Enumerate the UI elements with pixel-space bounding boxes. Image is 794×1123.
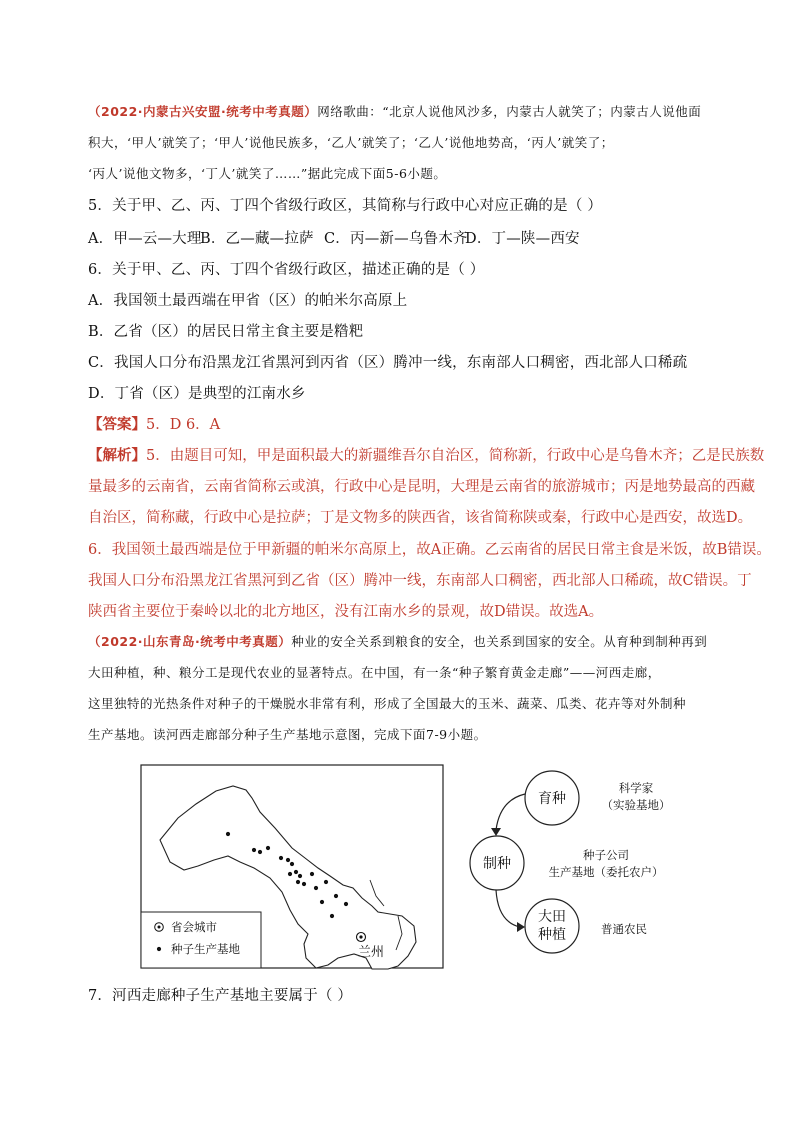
seed-base-point xyxy=(286,858,290,862)
seed-base-point xyxy=(298,874,302,878)
arrowhead xyxy=(491,828,501,836)
seed-base-point xyxy=(324,880,328,884)
q6-option-a: A．我国领土最西端在甲省（区）的帕米尔高原上 xyxy=(88,293,408,309)
actor-seed-company: 种子公司 xyxy=(583,848,629,862)
seed-base-point xyxy=(334,894,338,898)
step-field-planting-circle xyxy=(525,899,579,953)
q6-option-d: D．丁省（区）是典型的江南水乡 xyxy=(88,386,306,402)
q6-option-b: B．乙省（区）的居民日常主食主要是糌粑 xyxy=(88,324,364,340)
seed-base-point xyxy=(296,880,300,884)
analysis-tag: 【解析】 xyxy=(88,447,146,464)
question-5-options xyxy=(88,227,580,248)
breeding-flow-diagram xyxy=(470,771,671,953)
q7-9-intro-line-4: 生产基地。读河西走廊部分种子生产基地示意图，完成下面7-9小题。 xyxy=(88,727,487,742)
question-5: 5．关于甲、乙、丙、丁四个省级行政区，其简称与行政中心对应正确的是（ ） xyxy=(88,198,603,214)
q5-option-d: D．丁—陕—西安 xyxy=(465,231,580,247)
legend-base: 种子生产基地 xyxy=(171,942,240,956)
answer-tag: 【答案】 xyxy=(88,416,146,433)
seed-base-point xyxy=(266,846,270,850)
seed-base-point xyxy=(314,886,318,890)
q5-6-intro-line-1 xyxy=(88,102,701,120)
step-field-planting-line-2: 种植 xyxy=(538,927,566,943)
seed-base-point xyxy=(226,832,230,836)
answer-text: 5．D 6．A xyxy=(146,417,221,433)
q7-9-intro-line-1 xyxy=(88,632,707,650)
seed-base-point xyxy=(344,902,348,906)
seed-base-point xyxy=(288,872,292,876)
seed-base-point xyxy=(252,848,256,852)
arrowhead xyxy=(517,922,525,932)
step-field-planting-line-1: 大田 xyxy=(538,909,566,925)
question-7: 7．河西走廊种子生产基地主要属于（ ） xyxy=(88,988,353,1004)
arrow-breeding-to-production xyxy=(496,794,525,830)
analysis-text-1: 5．由题目可知，甲是面积最大的新疆维吾尔自治区，简称新，行政中心是乌鲁木齐；乙是民族数 xyxy=(146,448,765,464)
seed-base-point xyxy=(294,870,298,874)
seed-base-figure xyxy=(140,764,700,970)
q5-option-c: C．丙—新—乌鲁木齐 xyxy=(324,231,468,247)
seed-base-point xyxy=(258,850,262,854)
q5-option-b: B．乙—藏—拉萨 xyxy=(200,231,314,247)
step-breeding: 育种 xyxy=(538,791,566,807)
step-seed-production: 制种 xyxy=(483,856,511,872)
analysis-line-6: 陕西省主要位于秦岭以北的北方地区，没有江南水乡的景观，故D错误。故选A。 xyxy=(88,604,604,620)
actor-farmer: 普通农民 xyxy=(601,922,647,936)
seed-base-point xyxy=(290,862,294,866)
analysis-line-4: 6．我国领土最西端是位于甲新疆的帕米尔高原上，故A正确。乙云南省的居民日常主食是米饭，故B错误。 xyxy=(88,542,771,558)
city-label: 兰州 xyxy=(358,945,385,960)
actor-seed-company-note: 生产基地（委托农户） xyxy=(548,865,664,879)
seed-base-point xyxy=(279,856,283,860)
q7-9-intro-line-2: 大田种植，种、粮分工是现代农业的显著特点。在中国，有一条“种子繁育黄金走廊”——河西走廊， xyxy=(88,665,661,680)
analysis-line-1 xyxy=(88,444,764,465)
seed-base-point xyxy=(310,872,314,876)
q7-9-source: （2022·山东青岛·统考中考真题） xyxy=(88,634,292,649)
actor-scientist-note: （实验基地） xyxy=(601,798,671,812)
q5-6-source: （2022·内蒙古兴安盟·统考中考真题） xyxy=(88,104,318,119)
base-legend-symbol xyxy=(157,947,161,951)
q5-6-intro-line-2: 积大，‘甲人’就笑了；‘甲人’说他民族多，‘乙人’就笑了；‘乙人’说他地势高，‘丙人’就笑了； xyxy=(88,135,614,150)
seed-base-point xyxy=(302,882,306,886)
actor-scientist: 科学家 xyxy=(618,781,654,795)
seed-base-point xyxy=(320,900,324,904)
lanzhou-marker xyxy=(357,933,366,942)
analysis-line-5: 我国人口分布沿黑龙江省黑河到乙省（区）腾冲一线，东南部人口稠密，西北部人口稀疏，故C错误。丁 xyxy=(88,573,752,589)
map-legend xyxy=(141,912,261,968)
legend-capital: 省会城市 xyxy=(171,920,217,934)
seed-base-point xyxy=(330,914,334,918)
analysis-line-2: 量最多的云南省，云南省简称云或滇，行政中心是昆明，大理是云南省的旅游城市；丙是地势最高的西藏 xyxy=(88,479,755,495)
q5-6-intro-text: 网络歌曲：“北京人说他风沙多，内蒙古人就笑了；内蒙古人说他面 xyxy=(317,104,702,119)
arrow-production-to-planting xyxy=(496,890,520,927)
q6-option-c: C．我国人口分布沿黑龙江省黑河到丙省（区）腾冲一线，东南部人口稠密，西北部人口稀疏 xyxy=(88,355,688,371)
q7-9-intro-text: 种业的安全关系到粮食的安全，也关系到国家的安全。从育种到制种再到 xyxy=(291,634,708,649)
q7-9-intro-line-3: 这里独特的光热条件对种子的干燥脱水非常有利，形成了全国最大的玉米、蔬菜、瓜类、花卉等对外制种 xyxy=(88,696,687,711)
question-6: 6．关于甲、乙、丙、丁四个省级行政区，描述正确的是（ ） xyxy=(88,262,485,278)
answer xyxy=(88,413,220,434)
q5-option-a: A．甲—云—大理 xyxy=(88,231,202,247)
analysis-line-3: 自治区，简称藏，行政中心是拉萨；丁是文物多的陕西省，该省简称陕或秦，行政中心是西安，故选D。 xyxy=(88,510,753,526)
q5-6-intro-line-3: ‘丙人’说他文物多，‘丁人’就笑了……”据此完成下面5-6小题。 xyxy=(88,166,447,181)
